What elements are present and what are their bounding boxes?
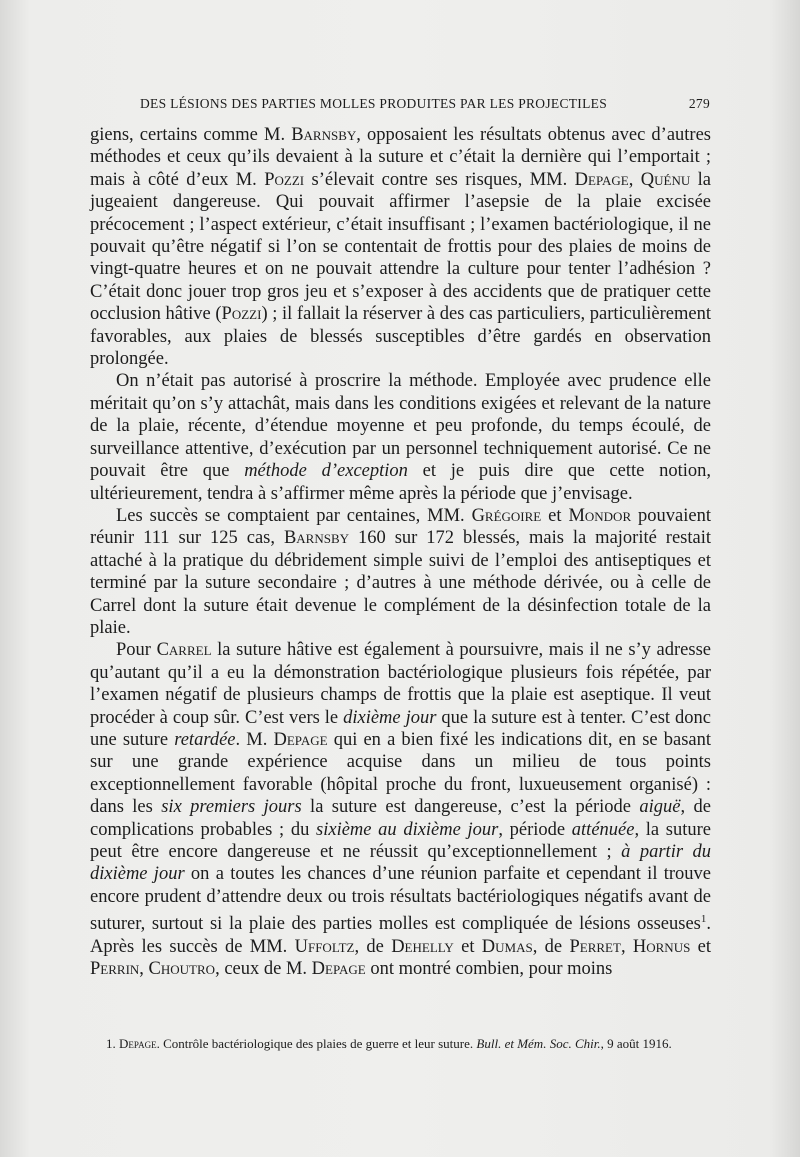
author-name: Depage <box>311 959 366 980</box>
author-name: Quénu <box>640 169 691 190</box>
text: Pour <box>116 640 157 661</box>
author-name: Barnsby <box>291 125 357 145</box>
text: la suture hâtive est également à poursuivre, mais il ne s’y adresse qu’autant qu’il a eu la démonstration bactériologique plusieurs fois répétée, par l’examen négatif de plusieurs champs de frottis que la plaie est aseptique. Il veut procéder à coup sûr. C’est vers le <box>90 640 711 728</box>
text: . Contrôle bactériologique des plaies de guerre et leur suture. <box>156 1036 477 1051</box>
text: et <box>453 936 482 957</box>
author-name: Pozzi <box>221 304 262 325</box>
emphasis: atténuée <box>571 819 635 840</box>
text: , <box>628 169 641 190</box>
author-name: Perret <box>569 936 621 957</box>
author-name: Hornus <box>632 936 691 957</box>
text: , de complications probables ; du <box>90 797 711 840</box>
text: ) ; il fallait la réserver à des cas particuliers, particulièrement favorables, aux plaies de blessés susceptibles d’être gardés en observation prolongée. <box>90 304 711 370</box>
emphasis: six premiers jours <box>161 797 302 818</box>
running-header <box>140 96 710 112</box>
author-name: Depage <box>119 1036 157 1051</box>
text: la jugeaient dangereuse. Qui pouvait affirmer l’asepsie de la plaie excisée précocement ; l’aspect extérieur, c’était insuffisant ; l’examen bactériologique, il ne pouvait qu’être négatif si l’on se contentait de frottis pour des plaies de moins de vingt-quatre heures et on ne pouvait attendre la culture pour tenter l’adhésion ? C’était donc jouer trop gros jeu et s’exposer à des accidents que de pratiquer cette occlusion hâtive ( <box>90 169 711 325</box>
text: , <box>139 959 149 980</box>
text: , ceux de M. <box>215 959 312 980</box>
text: on a toutes les chances d’une réunion parfaite et cependant il trouve encore prudent d’attendre deux ou trois résultats bactériologiques négatifs avant de suturer, surtout si la plaie des parties molles est compliquée de lésions osseuses <box>90 864 711 935</box>
text: la suture est dangereuse, c’est la période <box>301 797 640 818</box>
text: 160 sur 172 blessés, mais la majorité restait attaché à la pratique du débridement simple suivi de l’emploi des antiseptiques et terminé par la suture secondaire ; d’autres à une méthode dérivée, ou à celle de Carrel dont la suture était devenue le complément de la désinfection totale de la plaie. <box>90 528 711 638</box>
text: On n’était pas autorisé à proscrire la méthode. Employée avec prudence elle méritait qu’on s’y attachât, mais dans les conditions exigées et relevant de la nature de la plaie, récente, d’étendue moyenne et peu profonde, du temps écoulé, de surveillance attentive, d’exécution par un personnel techniquement autorisé. Ce ne pouvait être que <box>90 371 711 482</box>
text: que la suture est à tenter. C’est donc une suture <box>90 707 711 750</box>
text: pouvaient réunir 111 sur 125 cas, <box>90 505 711 549</box>
text: ont montré combien, pour moins <box>365 959 613 980</box>
emphasis: retardée <box>174 729 236 750</box>
emphasis: dixième jour <box>343 707 437 728</box>
text: . Après les succès de MM. <box>90 914 711 957</box>
text: . M. <box>235 729 274 750</box>
text: giens, certains comme M. <box>90 125 292 145</box>
text: , la suture peut être encore dangereuse et ne réussit qu’exceptionnellement ; <box>90 819 711 862</box>
text: , opposaient les résultats obtenus avec d’autres méthodes et ceux qu’ils devaient à la suture et c’était la dernière qui l’emportait ; mais à côté d’eux M. <box>90 125 711 190</box>
author-name: Uffoltz <box>294 936 355 957</box>
author-name: Perrin <box>90 959 140 980</box>
emphasis: aiguë <box>639 797 681 818</box>
text: Les succès se comptaient par centaines, MM. <box>116 505 472 526</box>
emphasis: à partir du dixième jour <box>90 842 712 885</box>
author-name: Barnsby <box>283 528 350 549</box>
author-name: Grégoire <box>471 505 542 526</box>
text: , de <box>354 936 392 957</box>
footnote <box>90 1036 711 1052</box>
author-name: Mondor <box>568 505 632 526</box>
paragraph-1 <box>90 124 711 370</box>
author-name: Choutro <box>148 959 216 980</box>
author-name: Dehelly <box>391 936 454 957</box>
footnote-ref[interactable]: 1 <box>700 913 707 926</box>
footnote-number: 1. <box>106 1036 116 1051</box>
author-name: Carrel <box>156 640 212 661</box>
text: et <box>541 505 569 526</box>
page-number: 279 <box>688 96 710 111</box>
text: , 9 août 1916. <box>600 1036 672 1051</box>
running-title: DES LÉSIONS DES PARTIES MOLLES PRODUITES PAR LES PROJECTILES <box>140 96 608 111</box>
paragraph-3 <box>90 505 711 639</box>
author-name: Depage <box>574 169 629 190</box>
paragraph-2 <box>90 370 711 504</box>
emphasis: sixième au dixième jour <box>316 819 499 840</box>
author-name: Dumas <box>481 936 533 957</box>
journal-title: Bull. et Mém. Soc. Chir. <box>476 1036 601 1051</box>
body-text <box>90 124 711 981</box>
text: , période <box>498 819 572 840</box>
text: s’élevait contre ses risques, MM. <box>304 169 575 190</box>
text: , <box>620 936 633 957</box>
author-name: Pozzi <box>264 169 305 190</box>
paragraph-4 <box>90 639 711 980</box>
text: , de <box>532 936 570 957</box>
author-name: Depage <box>273 729 328 750</box>
emphasis: méthode d’exception <box>244 461 408 482</box>
text: et <box>690 936 712 957</box>
text: qui en a bien fixé les indications dit, en se basant sur une grande expérience acquise dans un milieu de tous points exceptionnellement favorable (hôpital proche du front, luxueusement organisé) : dans les <box>90 729 711 818</box>
text: et je puis dire que cette notion, ultérieurement, tendra à s’affirmer même après la période que j’envisage. <box>90 461 711 504</box>
